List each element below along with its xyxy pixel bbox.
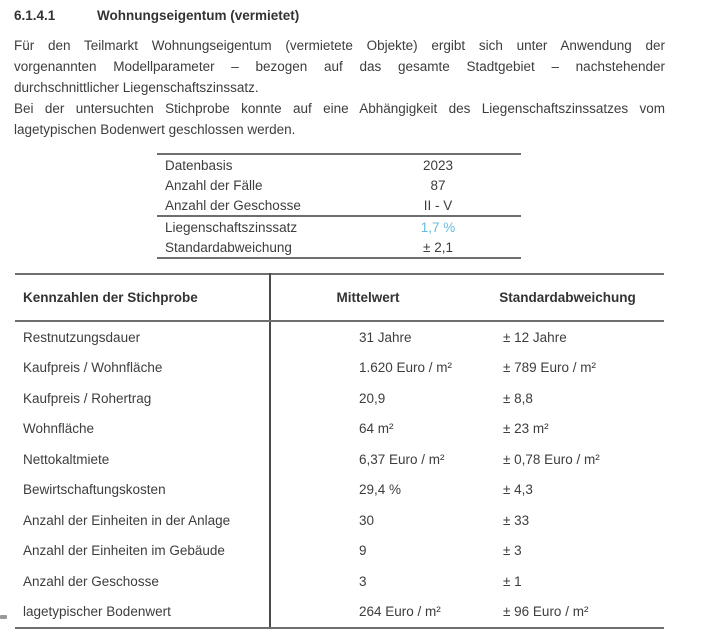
summary-label: Liegenschaftszinssatz	[165, 219, 298, 235]
metrics-row	[15, 444, 664, 475]
metrics-mittelwert-value: 9	[359, 543, 367, 559]
intro-line: Für den Teilmarkt Wohnungseigentum (vermietete Objekte) ergibt sich unter Anwendung der	[14, 38, 665, 53]
scan-artifact-mark	[0, 615, 7, 619]
summary-value: 2023	[422, 157, 454, 173]
metrics-row	[15, 475, 664, 506]
metrics-mittelwert-value: 64 m²	[359, 421, 394, 437]
summary-row	[157, 237, 521, 257]
metrics-standardabweichung-value: ± 12 Jahre	[503, 329, 567, 345]
metrics-mittelwert-value: 3	[359, 573, 367, 589]
metrics-row-label: Wohnfläche	[15, 414, 270, 445]
summary-label: Datenbasis	[165, 157, 233, 173]
metrics-table	[15, 273, 664, 629]
metrics-row	[15, 597, 664, 629]
metrics-row	[15, 505, 664, 536]
intro-line: Bei der untersuchten Stichprobe konnte auf eine Abhängigkeit des Liegenschaftszinssatzes vom	[14, 101, 665, 116]
summary-group-top	[157, 155, 521, 215]
metrics-row	[15, 353, 664, 384]
metrics-row-label: Kaufpreis / Wohnfläche	[15, 353, 270, 384]
metrics-row	[15, 566, 664, 597]
metrics-row-label: lagetypischer Bodenwert	[15, 597, 270, 629]
metrics-mittelwert-value: 30	[359, 512, 375, 528]
metrics-mittelwert-value: 264 Euro / m²	[270, 597, 450, 629]
metrics-mittelwert-value: 31 Jahre	[359, 329, 412, 345]
summary-label: Standardabweichung	[165, 239, 292, 255]
summary-row	[157, 175, 521, 195]
metrics-standardabweichung-value: ± 0,78 Euro / m²	[503, 451, 600, 467]
summary-value: 87	[430, 177, 446, 193]
metrics-standardabweichung-value: ± 789 Euro / m²	[503, 360, 596, 376]
metrics-row	[15, 321, 664, 353]
metrics-row-label: Anzahl der Geschosse	[15, 566, 270, 597]
section-title: Wohnungseigentum (vermietet)	[97, 8, 300, 23]
metrics-row	[15, 414, 664, 445]
metrics-standardabweichung-value: ± 8,8	[503, 390, 533, 406]
metrics-standardabweichung-value: ± 1	[503, 573, 522, 589]
summary-value: 1,7 %	[420, 219, 456, 235]
summary-group-bottom	[157, 215, 521, 257]
metrics-mittelwert-value: 1.620 Euro / m²	[359, 360, 453, 376]
summary-row	[157, 195, 521, 215]
section-number: 6.1.4.1	[14, 8, 56, 23]
summary-label: Anzahl der Geschosse	[165, 197, 301, 213]
metrics-header-mittelwert: Mittelwert	[270, 274, 450, 321]
intro-line: vorgenannten Modellparameter – bezogen auf das gesamte Stadtgebiet – nachstehender	[14, 59, 665, 74]
metrics-row-label: Bewirtschaftungskosten	[15, 475, 270, 506]
summary-value: ± 2,1	[423, 239, 453, 255]
summary-table	[157, 153, 521, 259]
summary-label: Anzahl der Fälle	[165, 177, 263, 193]
metrics-mittelwert-value: 29,4 %	[359, 482, 402, 498]
metrics-row-label: Nettokaltmiete	[15, 444, 270, 475]
metrics-row	[15, 383, 664, 414]
section-heading	[14, 8, 299, 23]
metrics-standardabweichung-value: ± 4,3	[503, 482, 533, 498]
metrics-standardabweichung-value: ± 33	[503, 512, 530, 528]
metrics-mittelwert-value: 20,9	[359, 390, 386, 406]
metrics-header-row	[15, 274, 664, 321]
intro-line: lagetypischen Bodenwert geschlossen werden.	[14, 122, 296, 137]
metrics-standardabweichung-value: ± 23 m²	[503, 421, 549, 437]
summary-row	[157, 217, 521, 237]
metrics-row-label: Anzahl der Einheiten in der Anlage	[15, 505, 270, 536]
metrics-mittelwert-value: 6,37 Euro / m²	[359, 451, 445, 467]
intro-paragraphs	[14, 35, 665, 140]
metrics-row	[15, 536, 664, 567]
metrics-row-label: Restnutzungsdauer	[15, 321, 270, 353]
intro-line: durchschnittlicher Liegenschaftszinssatz.	[14, 80, 259, 95]
summary-value: II - V	[423, 197, 453, 213]
metrics-standardabweichung-value: ± 3	[503, 543, 522, 559]
metrics-row-label: Anzahl der Einheiten im Gebäude	[15, 536, 270, 567]
metrics-table-body	[15, 321, 664, 628]
metrics-standardabweichung-value: ± 96 Euro / m²	[450, 597, 664, 629]
summary-row	[157, 155, 521, 175]
metrics-row-label: Kaufpreis / Rohertrag	[15, 383, 270, 414]
metrics-header-standardabweichung: Standardabweichung	[450, 274, 664, 321]
metrics-header-kennzahlen: Kennzahlen der Stichprobe	[15, 274, 270, 321]
